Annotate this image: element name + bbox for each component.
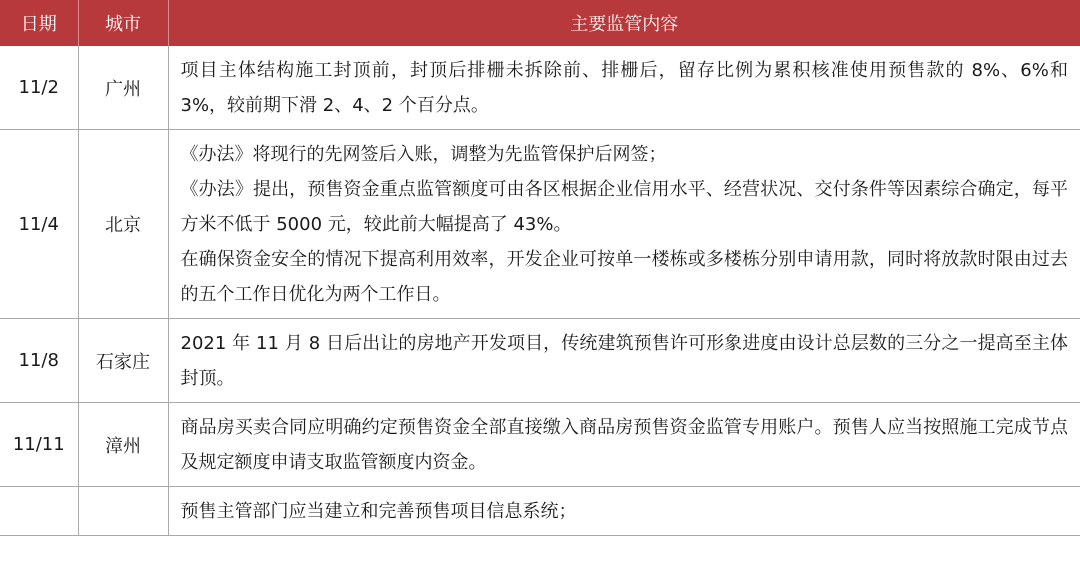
table-row [0, 46, 1080, 130]
row-date: 11/2 [0, 46, 78, 130]
content-paragraph: 《办法》提出，预售资金重点监管额度可由各区根据企业信用水平、经营状况、交付条件等因素综合确定，每平方米不低于 5000 元，较此前大幅提高了 43%。 [180, 179, 1068, 235]
row-content [168, 130, 1080, 319]
row-date: 11/4 [0, 130, 78, 319]
row-date [0, 487, 78, 536]
table-row [0, 403, 1080, 487]
content-paragraph: 《办法》将现行的先网签后入账，调整为先监管保护后网签； [180, 144, 667, 165]
content-paragraph: 商品房买卖合同应明确约定预售资金全部直接缴入商品房预售资金监管专用账户。预售人应当按照施工完成节点及规定额度申请支取监管额度内资金。 [180, 417, 1068, 473]
row-city: 石家庄 [78, 319, 168, 403]
content-paragraph: 2021 年 11 月 8 日后出让的房地产开发项目，传统建筑预售许可形象进度由设计总层数的三分之一提高至主体封顶。 [180, 333, 1068, 389]
row-date: 11/11 [0, 403, 78, 487]
row-city: 漳州 [78, 403, 168, 487]
table-row [0, 130, 1080, 319]
row-content [168, 46, 1080, 130]
header-city: 城市 [78, 0, 168, 46]
row-city [78, 487, 168, 536]
table-row [0, 319, 1080, 403]
header-content: 主要监管内容 [168, 0, 1080, 46]
row-city: 北京 [78, 130, 168, 319]
row-content [168, 487, 1080, 536]
content-paragraph: 项目主体结构施工封顶前，封顶后排栅未拆除前、排栅后，留存比例为累积核准使用预售款的 8%、6%和 3%，较前期下滑 2、4、2 个百分点。 [180, 60, 1068, 116]
row-content [168, 403, 1080, 487]
table-row [0, 487, 1080, 536]
table-header-row [0, 0, 1080, 46]
row-date: 11/8 [0, 319, 78, 403]
header-date: 日期 [0, 0, 78, 46]
row-content [168, 319, 1080, 403]
content-paragraph: 预售主管部门应当建立和完善预售项目信息系统； [180, 501, 577, 522]
content-paragraph: 在确保资金安全的情况下提高利用效率，开发企业可按单一楼栋或多楼栋分别申请用款，同时将放款时限由过去的五个工作日优化为两个工作日。 [180, 249, 1068, 305]
row-city: 广州 [78, 46, 168, 130]
